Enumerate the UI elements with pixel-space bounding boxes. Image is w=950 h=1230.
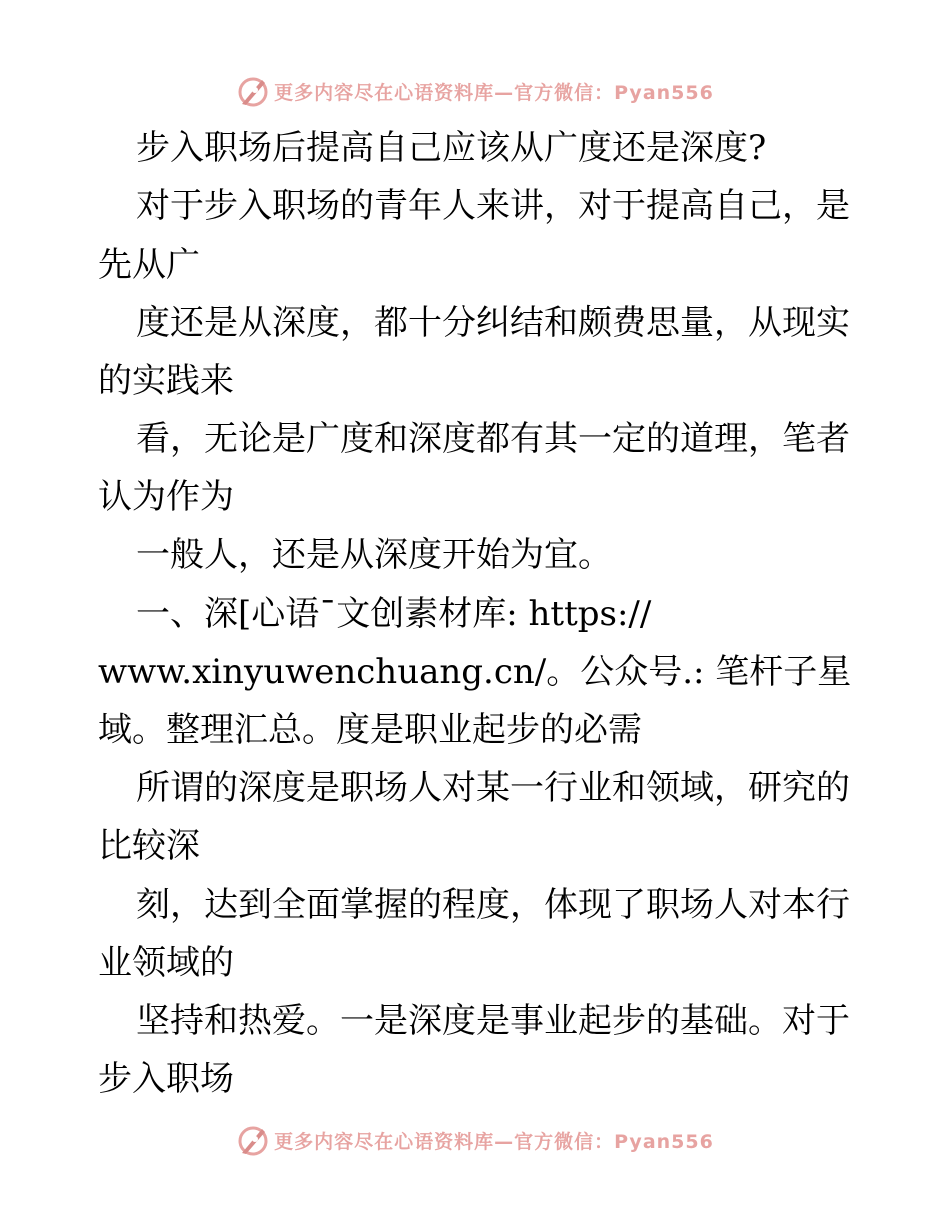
text-line: 步入职场 [98,1059,234,1099]
text-line: 度还是从深度，都十分纠结和颇费思量，从现实 [136,303,850,343]
quill-pen-circle-logo-icon [236,1123,270,1157]
section-heading-line: 一、深[心语¯文创素材库: https:// [136,594,652,634]
quill-pen-circle-logo-icon [236,74,270,108]
text-line: 域。整理汇总。度是职业起步的必需 [98,710,642,750]
text-line: www.xinyuwenchuang.cn/。公众号.: 笔杆子星 [98,652,852,692]
text-line: 坚持和热爱。一是深度是事业起步的基础。对于 [136,1001,850,1041]
text-line: 一般人，还是从深度开始为宜。 [136,535,612,575]
text-line: 对于步入职场的青年人来讲，对于提高自己，是 [136,186,850,226]
text-line: 所谓的深度是职场人对某一行业和领域，研究的 [136,768,850,808]
text-line: 看，无论是广度和深度都有其一定的道理，笔者 [136,419,850,459]
watermark-text: 更多内容尽在心语资料库—官方微信：Pyan556 [274,1130,714,1153]
text-line: 的实践来 [98,361,234,401]
text-line: 比较深 [98,826,200,866]
text-line: 先从广 [98,245,200,285]
footer-watermark [0,1120,950,1160]
watermark-text: 更多内容尽在心语资料库—官方微信：Pyan556 [274,81,714,104]
header-watermark [0,71,950,111]
text-line: 认为作为 [98,477,234,517]
document-title: 步入职场后提高自己应该从广度还是深度? [136,128,767,168]
text-line: 刻，达到全面掌握的程度，体现了职场人对本行 [136,885,850,925]
text-line: 业领域的 [98,943,234,983]
